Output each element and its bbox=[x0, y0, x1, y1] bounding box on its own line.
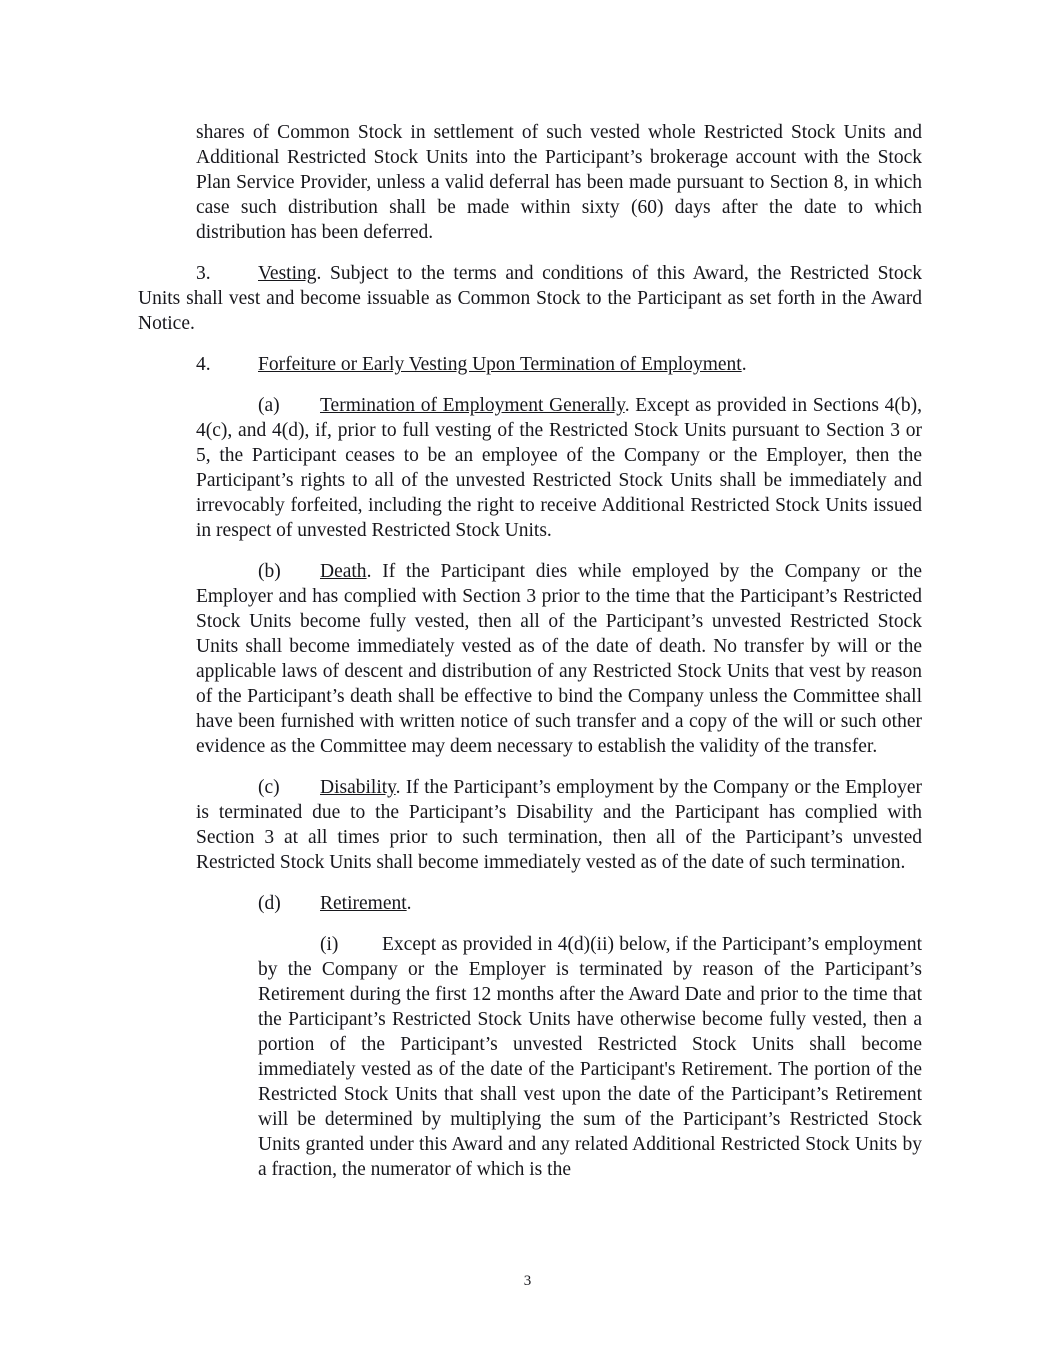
section-4a-termination-generally bbox=[196, 393, 922, 543]
text-run: . If the Participant dies while employed by the Company or the Employer and has complied with Section 3 prior to the time that the Participant’s Restricted Stock Units become fully vested, then all of the Participant’s unvested Restricted Stock Units shall become immediately vested as of the date of death. No transfer by will or the applicable laws of descent and distribution of any Restricted Stock Units that vest by reason of the Participant’s death shall be effective to bind the Company unless the Committee shall have been furnished with written notice of such transfer and a copy of the will or such other evidence as the Committee may deem necessary to establish the validity of the transfer. bbox=[196, 561, 922, 757]
underlined-heading-text: Vesting bbox=[258, 263, 317, 284]
section-4c-disability bbox=[196, 775, 922, 875]
text-run: shares of Common Stock in settlement of such vested whole Restricted Stock Units and Additional Restricted Stock Units into the Participant’s brokerage account with the Stock Plan Service Provider, unless a valid deferral has been made pursuant to Section 8, in which case such distribution shall be made within sixty (60) days after the date to which distribution has been deferred. bbox=[196, 122, 922, 243]
section-4-heading bbox=[138, 352, 922, 377]
list-marker: (b) bbox=[258, 561, 281, 582]
underlined-heading-text: Termination of Employment Generally bbox=[320, 395, 625, 416]
list-marker: 3. bbox=[196, 263, 211, 284]
list-marker: (d) bbox=[258, 893, 281, 914]
section-3-vesting bbox=[138, 261, 922, 336]
underlined-heading-text: Forfeiture or Early Vesting Upon Termination of Employment bbox=[258, 354, 742, 375]
paragraph-settlement-continuation bbox=[196, 120, 922, 245]
text-run: . bbox=[741, 354, 747, 375]
list-marker: (c) bbox=[258, 777, 280, 798]
text-run: . bbox=[406, 893, 412, 914]
text-run: . If the Participant’s employment by the Company or the Employer is terminated due to the Participant’s Disability and the Participant has complied with Section 3 at all times prior to such termination, then all of the Participant’s unvested Restricted Stock Units shall become immediately vested as of the date of such termination. bbox=[196, 777, 922, 873]
text-run: Except as provided in 4(d)(ii) below, if the Participant’s employment by the Company or the Employer is terminated by reason of the Participant’s Retirement during the first 12 months after the Award Date and prior to the time that the Participant’s Restricted Stock Units have otherwise become fully vested, then a portion of the Participant’s unvested Restricted Stock Units shall become immediately vested as of the date of the Participant's Retirement. The portion of the Restricted Stock Units that shall vest upon the date of the Participant’s Retirement will be determined by multiplying the sum of the Participant’s Restricted Stock Units granted under this Award and any related Additional Restricted Stock Units by a fraction, the numerator of which is the bbox=[258, 934, 922, 1180]
underlined-heading-text: Disability bbox=[320, 777, 396, 798]
underlined-heading-text: Retirement bbox=[320, 893, 407, 914]
document-body bbox=[138, 120, 922, 1182]
underlined-heading-text: Death bbox=[320, 561, 367, 582]
page-number: 3 bbox=[523, 1273, 532, 1289]
section-4d-i-retirement-vesting bbox=[258, 932, 922, 1182]
text-run: . Subject to the terms and conditions of this Award, the Restricted Stock Units shall vest and become issuable as Common Stock to the Participant as set forth in the Award Notice. bbox=[138, 263, 922, 334]
list-marker: 4. bbox=[196, 354, 211, 375]
text-run: . Except as provided in Sections 4(b), 4(c), and 4(d), if, prior to full vesting of the Restricted Stock Units pursuant to Section 3 or 5, the Participant ceases to be an employee of the Company or the Employer, then the Participant’s rights to all of the unvested Restricted Stock Units shall be immediately and irrevocably forfeited, including the right to receive Additional Restricted Stock Units issued in respect of unvested Restricted Stock Units. bbox=[196, 395, 922, 541]
section-4b-death bbox=[196, 559, 922, 759]
list-marker: (i) bbox=[320, 934, 339, 955]
section-4d-retirement-heading bbox=[196, 891, 922, 916]
list-marker: (a) bbox=[258, 395, 280, 416]
